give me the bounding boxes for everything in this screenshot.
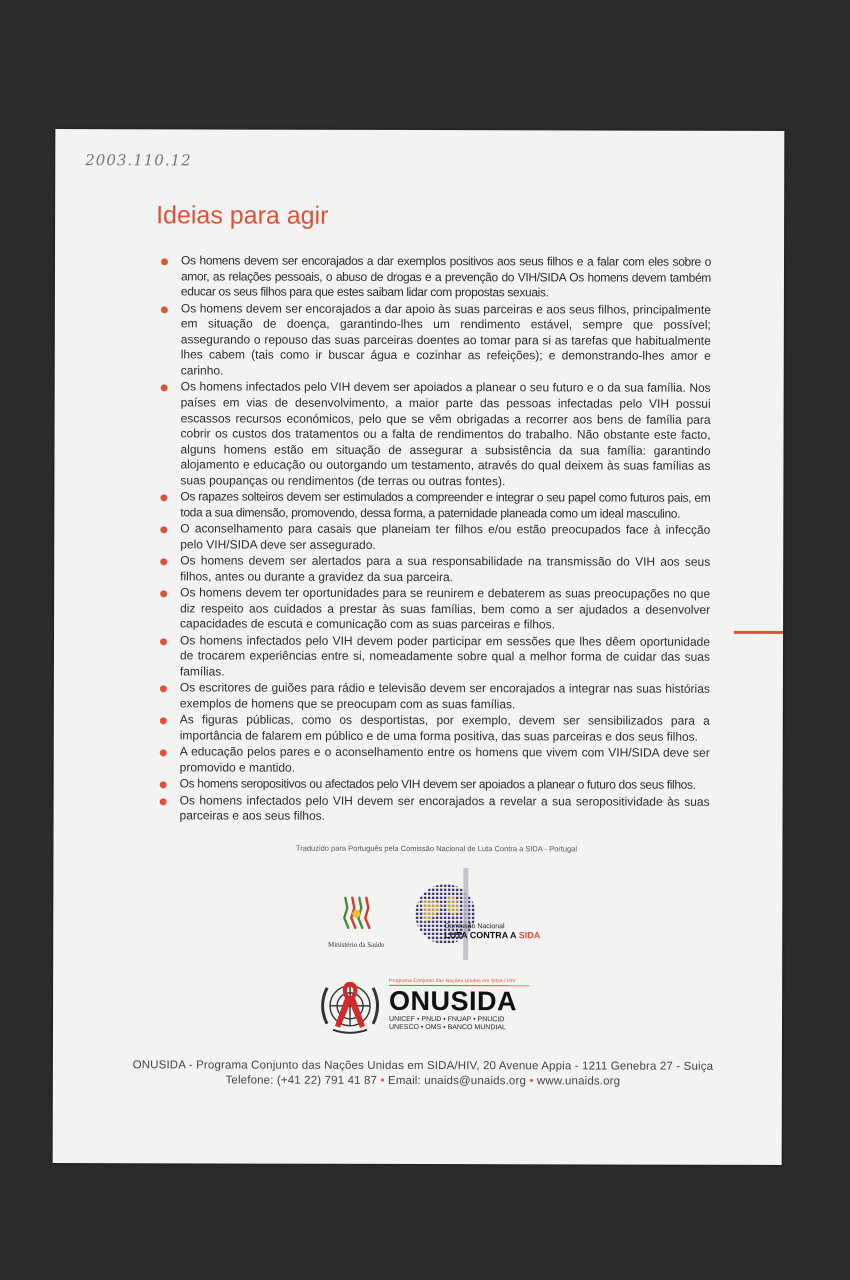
bullet-separator: • (380, 1074, 389, 1087)
cnlcs-label-dark: LUTA CONTRA A (444, 930, 519, 941)
address-line: ONUSIDA - Programa Conjunto das Nações Unidas em SIDA/HIV, 20 Avenue Appia - 1211 Genebra 27 - Suiça (132, 1059, 714, 1073)
comissao-nacional-logo (411, 864, 561, 964)
ministry-emblem-icon (339, 894, 373, 934)
bullet-separator: • (529, 1075, 537, 1088)
list-item: As figuras públicas, como os desportistas, por exemplo, devem ser sensibilizados para a importância de falarem em público e de uma forma positiva, das suas parceiras e dos seus filhos. (158, 713, 710, 746)
cnlcs-wordmark (444, 922, 540, 940)
list-item: A educação pelos pares e o aconselhamento entre os homens que vivem com VIH/SIDA deve ser promovido e mantido. (158, 745, 710, 778)
globe-dots-icon (411, 864, 501, 964)
list-item: O aconselhamento para casais que planeiam ter filhos e/ou estão preocupados face à infecção pelo VIH/SIDA deve ser assegurado. (158, 522, 710, 555)
edge-accent-bar (734, 631, 783, 634)
onusida-wordmark: ONUSIDA (389, 985, 518, 1017)
list-item: Os homens devem ser alertados para a sua responsabilidade na transmissão do VIH aos seus filhos, antes ou durante a gravidez da sua parceira. (158, 554, 710, 587)
onusida-partners-line-1: UNICEF • PNUD • FNUAP • PNUCID (389, 1015, 505, 1024)
un-emblem-ribbon-icon (315, 976, 385, 1038)
website-text: www.unaids.org (536, 1075, 621, 1088)
list-item: Os rapazes solteiros devem ser estimulados a compreender e integrar o seu papel como futuros pais, em toda a sua dimensão, promovendo, dessa forma, a paternidade planeada como um ideal masculino. (158, 490, 710, 523)
onusida-tagline: Programa Conjunto das Nações Unidas em SIDA / HIV (389, 978, 529, 986)
translation-credit: Traduzido para Português pela Comissão Nacional de Luta Contra a SIDA - Portugal (295, 843, 578, 854)
list-item: Os escritores de guiões para rádio e televisão devem ser encorajados a integrar nas suas histórias exemplos de homens que se preocupam com as suas famílias. (158, 681, 710, 714)
list-item: Os homens seropositivos ou afectados pelo VIH devem ser apoiados a planear o futuro dos seus filhos. (158, 777, 710, 794)
ideas-list (158, 253, 711, 826)
contact-footer (53, 1058, 793, 1090)
ministerio-da-saude-logo (321, 894, 391, 949)
list-item: Os homens devem ter oportunidades para se reunirem e debaterem as suas preocupações no que diz respeito aos cuidados a prestar às suas famílias, bem como a ser ajudados a desenvolver capacidades de escuta e comunicação com as suas parceiras e filhos. (158, 586, 710, 634)
document-page (53, 129, 785, 1165)
list-item: Os homens infectados pelo VIH devem ser apoiados a planear o seu futuro e o da sua família. Nos países em vias de desenvolvimento, a maior parte das pessoas infectadas pelo VIH possui escassos recursos económicos, pelo que se vêm obrigadas a recorrer aos bens de família para cobrir os custos dos tratamentos ou a falta de rendimentos do trabalho. Não obstante este facto, alguns homens estão em situação de assegurar a subsistência da sua família: garantindo alojamento e educação ou outorgando um testamento, através do qual deixem às suas famílias as suas poupanças ou rendimentos (de terras ou outras fontes). (158, 380, 710, 491)
phone-text: Telefone: (+41 22) 791 41 87 (225, 1074, 378, 1087)
list-item: Os homens infectados pelo VIH devem poder participar em sessões que lhes dêem oportunidade de trocarem experiências entre si, nomeadamente sobre qual a melhor forma de cuidar das suas famílias. (158, 633, 710, 681)
page-title: Ideias para agir (156, 201, 329, 230)
cnlcs-label-red: SIDA (518, 930, 541, 941)
email-text: Email: unaids@unaids.org (387, 1074, 527, 1088)
list-item: Os homens devem ser encorajados a dar exemplos positivos aos seus filhos e a falar com eles sobre o amor, as relações pessoais, o abuso de drogas e a prevenção do VIH/SIDA Os homens devem também educar os seus filhos para que estes saibam lidar com propostas sexuais. (159, 253, 711, 301)
list-item: Os homens infectados pelo VIH devem ser encorajados a revelar a sua seropositividade às suas parceiras e aos seus filhos. (158, 793, 710, 826)
cnlcs-small-label: Comissão Nacional (444, 923, 505, 931)
onusida-logo (389, 978, 529, 1032)
handwritten-accession-number: 2003.110.12 (85, 151, 192, 170)
list-item: Os homens devem ser encorajados a dar apoio às suas parceiras e aos seus filhos, principalmente em situação de doença, garantindo-lhes um rendimento estável, sempre que possível; assegurando o repouso das suas parceiras doentes ao tomar para si as tarefas que habitualmente lhes cabem (tais como ir buscar água e cozinhar as refeições); e demonstrando-lhes amor e carinho. (159, 301, 711, 380)
contact-line (53, 1073, 793, 1090)
cnlcs-big-label (444, 931, 540, 940)
onusida-partners-line-2: UNESCO • OMS • BANCO MUNDIAL (388, 1023, 506, 1032)
ministerio-label: Ministério da Saúde (328, 940, 385, 949)
